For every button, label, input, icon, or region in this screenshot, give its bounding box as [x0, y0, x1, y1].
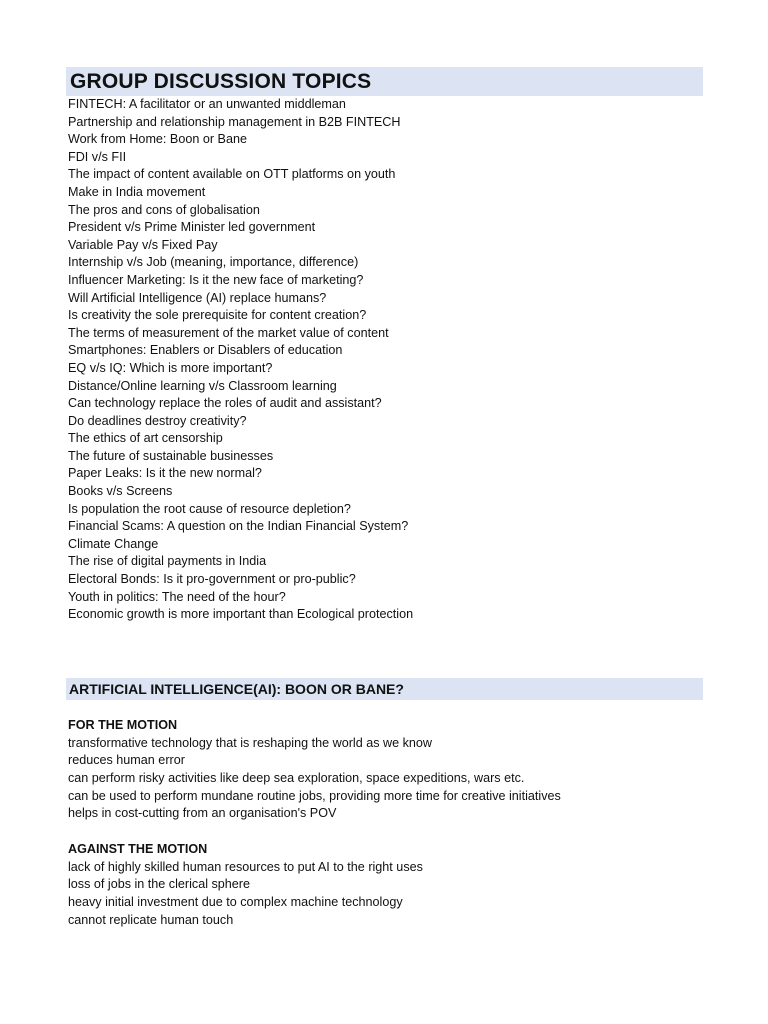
for-motion-block [68, 717, 561, 823]
topic-item: Distance/Online learning v/s Classroom learning [68, 378, 337, 393]
title-band [66, 67, 703, 96]
topic-item: Youth in politics: The need of the hour? [68, 589, 286, 604]
against-motion-heading: AGAINST THE MOTION [68, 842, 208, 856]
for-motion-point: can be used to perform mundane routine jobs, providing more time for creative initiatives [68, 788, 561, 803]
topic-item: The terms of measurement of the market value of content [68, 325, 389, 340]
topic-item: The rise of digital payments in India [68, 554, 267, 569]
topic-item: Smartphones: Enablers or Disablers of education [68, 343, 343, 358]
topic-item: President v/s Prime Minister led government [68, 220, 316, 235]
topic-item: The future of sustainable businesses [68, 448, 274, 463]
topic-item: Partnership and relationship management in B2B FINTECH [68, 114, 401, 129]
topic-item: EQ v/s IQ: Which is more important? [68, 360, 273, 375]
topic-item: Books v/s Screens [68, 484, 173, 499]
topic-item: Will Artificial Intelligence (AI) replace humans? [68, 290, 327, 305]
for-motion-list [68, 735, 561, 823]
for-motion-point: helps in cost-cutting from an organisation's POV [68, 806, 337, 821]
topic-item: FINTECH: A facilitator or an unwanted middleman [68, 97, 346, 111]
topic-item: Can technology replace the roles of audit and assistant? [68, 396, 382, 411]
for-motion-point: reduces human error [68, 753, 185, 768]
against-motion-point: cannot replicate human touch [68, 912, 234, 927]
topic-item: Do deadlines destroy creativity? [68, 413, 247, 428]
topic-item: Paper Leaks: Is it the new normal? [68, 466, 262, 481]
topic-item: Internship v/s Job (meaning, importance, difference) [68, 255, 359, 270]
topic-item: Influencer Marketing: Is it the new face of marketing? [68, 272, 364, 287]
topic-item: Electoral Bonds: Is it pro-government or pro-public? [68, 572, 356, 587]
for-motion-heading: FOR THE MOTION [68, 718, 178, 732]
against-motion-point: heavy initial investment due to complex machine technology [68, 894, 403, 909]
page-title: GROUP DISCUSSION TOPICS [70, 70, 372, 93]
against-motion-point: loss of jobs in the clerical sphere [68, 877, 251, 892]
topic-item: FDI v/s FII [68, 149, 127, 164]
ai-section-band [66, 678, 703, 700]
topic-item: The ethics of art censorship [68, 431, 223, 446]
topic-item: Variable Pay v/s Fixed Pay [68, 237, 218, 252]
topics-list [68, 96, 413, 624]
against-motion-block [68, 841, 423, 929]
topic-item: Work from Home: Boon or Bane [68, 132, 247, 147]
ai-section-title: ARTIFICIAL INTELLIGENCE(AI): BOON OR BANE? [69, 681, 404, 697]
topic-item: Is population the root cause of resource depletion? [68, 501, 351, 516]
topic-item: Climate Change [68, 536, 159, 551]
topic-item: The impact of content available on OTT platforms on youth [68, 167, 396, 182]
topic-item: Financial Scams: A question on the Indian Financial System? [68, 519, 409, 534]
topic-item: The pros and cons of globalisation [68, 202, 260, 217]
against-motion-list [68, 859, 423, 929]
for-motion-point: can perform risky activities like deep sea exploration, space expeditions, wars etc. [68, 770, 525, 785]
for-motion-point: transformative technology that is reshaping the world as we know [68, 735, 433, 750]
against-motion-point: lack of highly skilled human resources to put AI to the right uses [68, 859, 423, 874]
topic-item: Economic growth is more important than Ecological protection [68, 607, 414, 622]
topic-item: Make in India movement [68, 184, 206, 199]
topic-item: Is creativity the sole prerequisite for content creation? [68, 308, 367, 323]
